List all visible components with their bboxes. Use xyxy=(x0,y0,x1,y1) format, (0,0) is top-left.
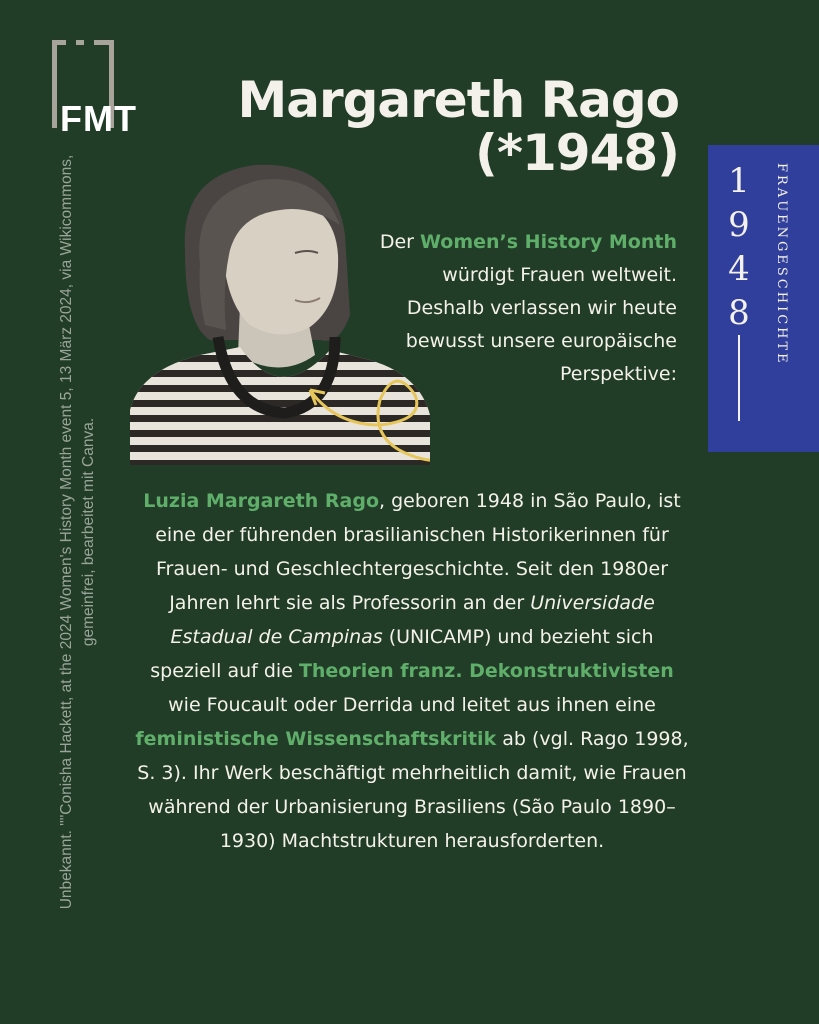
intro-text: Der xyxy=(379,231,420,253)
side-panel xyxy=(708,145,819,452)
year-divider xyxy=(738,335,740,421)
biography-paragraph xyxy=(132,484,692,858)
image-credit: Unbekannt. ""Conisha Hackett, at the 2024 Women's History Month event 5, 13 März 2024, via Wikicommons, gemeinfrei, bearbeitet mit Canva. xyxy=(58,154,97,910)
bio-text: , geboren 1948 in São Paulo, ist eine der führenden brasilianischen Historikerinnen für Frauen- und Geschlechtergeschichte. Seit den 1980er Jahren lehrt sie als Professorin an der xyxy=(155,490,681,614)
bio-critique-highlight: feministische Wissenschaftskritik xyxy=(135,728,497,750)
bio-text: wie Foucault oder Derrida und leitet aus ihnen eine xyxy=(168,694,656,716)
side-label: FRAUENGESCHICHTE xyxy=(774,163,789,366)
bio-university: Universidade Estadual de Campinas xyxy=(170,592,655,648)
logo-gap xyxy=(66,39,76,47)
logo-gap xyxy=(84,39,94,47)
bio-text: (UNICAMP) und bezieht sich speziell auf die xyxy=(150,626,654,682)
title-name: Margareth Rago xyxy=(237,71,679,129)
intro-highlight: Women’s History Month xyxy=(419,231,677,253)
bio-text: ab (vgl. Rago 1998, S. 3). Ihr Werk beschäftigt mehrheitlich damit, wie Frauen während der Urbanisierung Brasiliens (São Paulo 1890–1930) Machtstrukturen herausforderten. xyxy=(137,728,689,852)
logo-text: FMT xyxy=(60,98,137,139)
intro-paragraph xyxy=(377,226,677,391)
year-digit: 1 xyxy=(728,161,750,201)
fmt-logo xyxy=(52,40,148,139)
year-digit: 8 xyxy=(728,293,750,333)
bio-name-highlight: Luzia Margareth Rago xyxy=(143,490,380,512)
year-digits xyxy=(724,159,754,335)
intro-text: würdigt Frauen weltweit. Deshalb verlassen wir heute bewusst unsere europäische Perspektive: xyxy=(405,264,677,385)
bio-theory-highlight: Theorien franz. Dekonstruktivisten xyxy=(298,660,674,682)
year-digit: 4 xyxy=(728,249,750,289)
year-digit: 9 xyxy=(728,205,750,245)
title-year: (*1948) xyxy=(474,124,679,182)
